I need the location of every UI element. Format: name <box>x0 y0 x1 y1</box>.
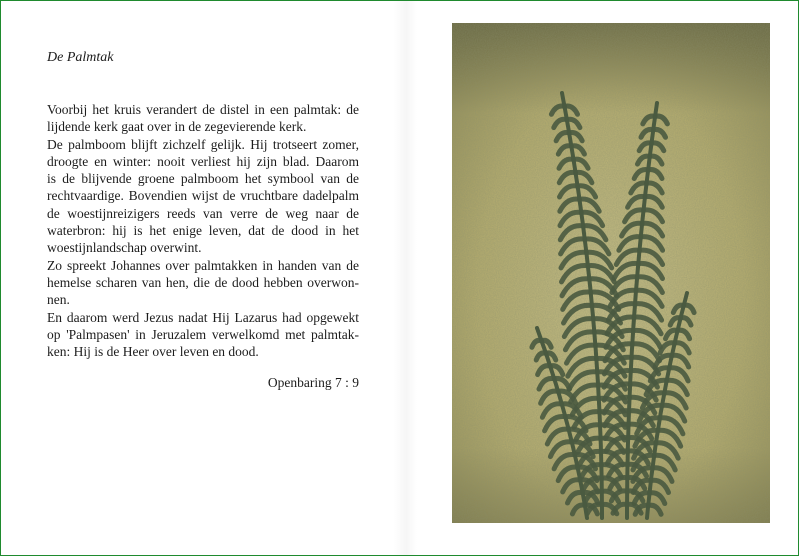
text-line: De palmboom blijft zichzelf gelijk. Hij trotseert zomer, <box>47 136 359 152</box>
text-line: woestijnlandschap overwint. <box>47 240 202 256</box>
page-title: De Palmtak <box>47 50 114 65</box>
tapestry-image <box>452 23 770 523</box>
text-line: hemelse scharen van hen, die de dood hebben overwon- <box>47 274 359 290</box>
text-line: ken: Hij is de Heer over leven en dood. <box>47 344 259 360</box>
text-line: op 'Palmpasen' in Jeruzalem verwelkomd met palmtak- <box>47 326 359 342</box>
text-line: En daarom werd Jezus nadat Hij Lazarus had opgewekt <box>47 309 359 325</box>
right-page <box>401 1 798 555</box>
text-line: Voorbij het kruis verandert de distel in een palmtak: de <box>47 102 359 117</box>
text-line: waterbron: hij is het enige leven, dat de dood in het <box>47 223 359 239</box>
text-line: Zo spreekt Johannes over palmtakken in handen van de <box>47 257 359 273</box>
text-line: nen. <box>47 292 70 308</box>
text-line: de woestijnreizigers reeds van verre de weg naar de <box>47 205 359 221</box>
text-line: droogte en winter: nooit verliest hij zijn blad. Daarom <box>47 153 359 169</box>
text-line: is de blijvende groene palmboom het symbool van de <box>47 171 359 187</box>
body-text <box>47 101 359 360</box>
scripture-reference: Openbaring 7 : 9 <box>267 375 359 390</box>
text-line: lijdende kerk gaat over in de zegevierende kerk. <box>47 119 307 135</box>
left-page <box>1 1 401 555</box>
palm-tapestry-illustration <box>452 23 770 523</box>
text-line: rechtvaardige. Bovendien wijst de vruchtbare dadelpalm <box>47 188 359 204</box>
